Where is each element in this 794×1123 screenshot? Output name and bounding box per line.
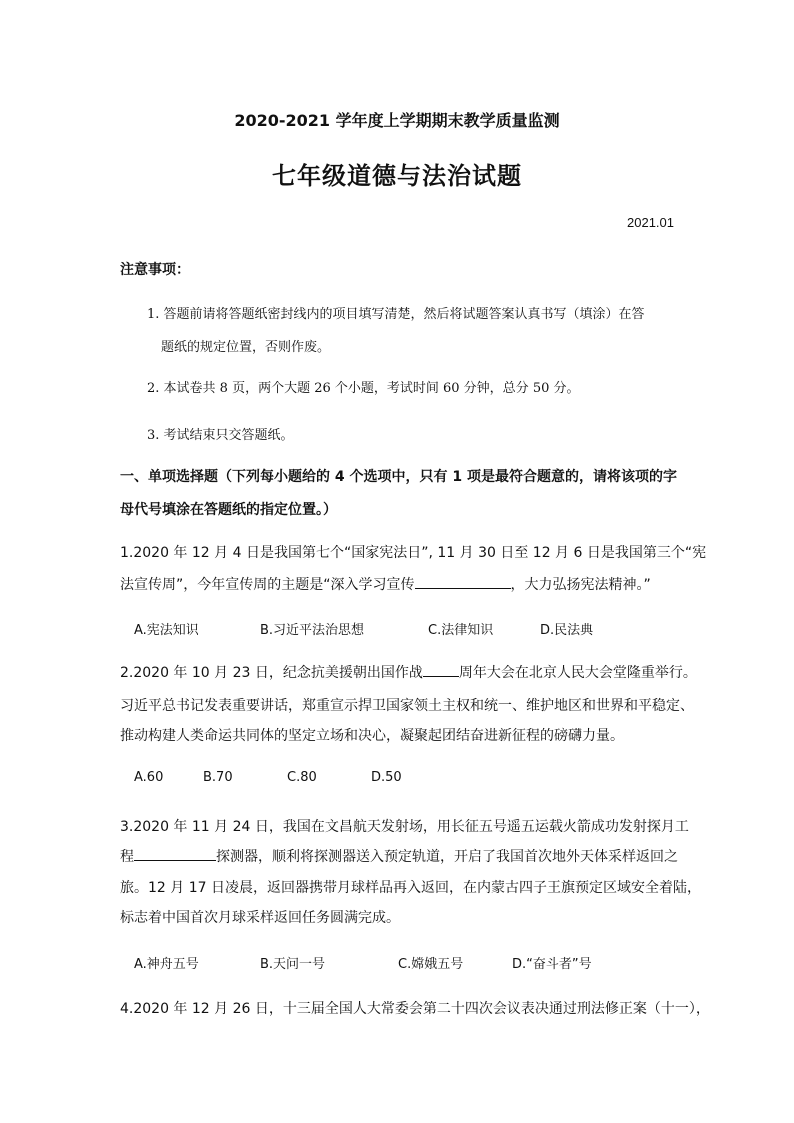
exam-subtitle: 2020-2021 学年度上学期期末教学质量监测: [234, 111, 560, 130]
answer-blank: [415, 576, 511, 589]
note-item: 1. 答题前请将答题纸密封线内的项目填写清楚，然后将试题答案认真书写（填涂）在答: [147, 307, 645, 322]
option: A.宪法知识: [134, 623, 199, 638]
option: B.天问一号: [260, 957, 326, 972]
question-text: 标志着中国首次月球采样返回任务圆满完成。: [120, 910, 400, 926]
question-text: 1.2020 年 12 月 4 日是我国第七个“国家宪法日”, 11 月 30 日至 12 月 6 日是我国第三个“宪: [120, 545, 707, 561]
question-text: [120, 662, 697, 682]
question-text: 推动构建人类命运共同体的坚定立场和决心，凝聚起团结奋进新征程的磅礴力量。: [120, 728, 624, 744]
note-item: 2. 本试卷共 8 页，两个大题 26 个小题，考试时间 60 分钟，总分 50 分。: [147, 381, 580, 396]
exam-title: 七年级道德与法治试题: [272, 162, 522, 190]
option: D.50: [371, 770, 402, 785]
exam-date: 2021.01: [627, 215, 674, 230]
note-item: 3. 考试结束只交答题纸。: [147, 428, 294, 443]
answer-blank: [423, 664, 459, 677]
question-text-part: 2.2020 年 10 月 23 日，纪念抗美援朝出国作战: [120, 665, 423, 681]
question-text: 4.2020 年 12 月 26 日，十三届全国人大常委会第二十四次会议表决通过刑法修正案（十一），: [120, 1001, 710, 1017]
option: A.60: [134, 770, 164, 785]
option: C.法律知识: [428, 623, 494, 638]
section-heading: 母代号填涂在答题纸的指定位置。）: [120, 502, 337, 518]
option: B.70: [203, 770, 233, 785]
note-item: 题纸的规定位置，否则作废。: [161, 340, 331, 355]
question-text-part: 探测器，顺利将探测器送入预定轨道，开启了我国首次地外天体采样返回之: [216, 849, 678, 865]
option: D.民法典: [540, 623, 594, 638]
question-text: [120, 846, 678, 866]
option: B.习近平法治思想: [260, 623, 365, 638]
question-text-part: 周年大会在北京人民大会堂隆重举行。: [458, 665, 697, 681]
option: D.“奋斗者”号: [512, 957, 592, 972]
answer-blank: [134, 848, 216, 861]
question-text: 旅。12 月 17 日凌晨，返回器携带月球样品再入返回，在内蒙古四子王旗预定区域安全着陆，: [120, 880, 701, 896]
option: C.80: [287, 770, 317, 785]
question-text: 3.2020 年 11 月 24 日，我国在文昌航天发射场，用长征五号遥五运载火箭成功发射探月工: [120, 819, 689, 835]
question-text: 习近平总书记发表重要讲话，郑重宣示捍卫国家领土主权和统一、维护地区和世界和平稳定、: [120, 698, 694, 714]
question-text-part: 法宣传周”，今年宣传周的主题是“深入学习宣传: [120, 577, 415, 593]
question-text-part: 程: [120, 849, 134, 865]
notes-heading: 注意事项：: [120, 262, 190, 278]
question-text-part: ，大力弘扬宪法精神。”: [510, 577, 651, 593]
question-text: [120, 574, 651, 594]
section-heading: 一、单项选择题（下列每小题给的 4 个选项中，只有 1 项是最符合题意的，请将该项的字: [120, 469, 677, 485]
option: C.嫦娥五号: [398, 957, 464, 972]
option: A.神舟五号: [134, 957, 199, 972]
